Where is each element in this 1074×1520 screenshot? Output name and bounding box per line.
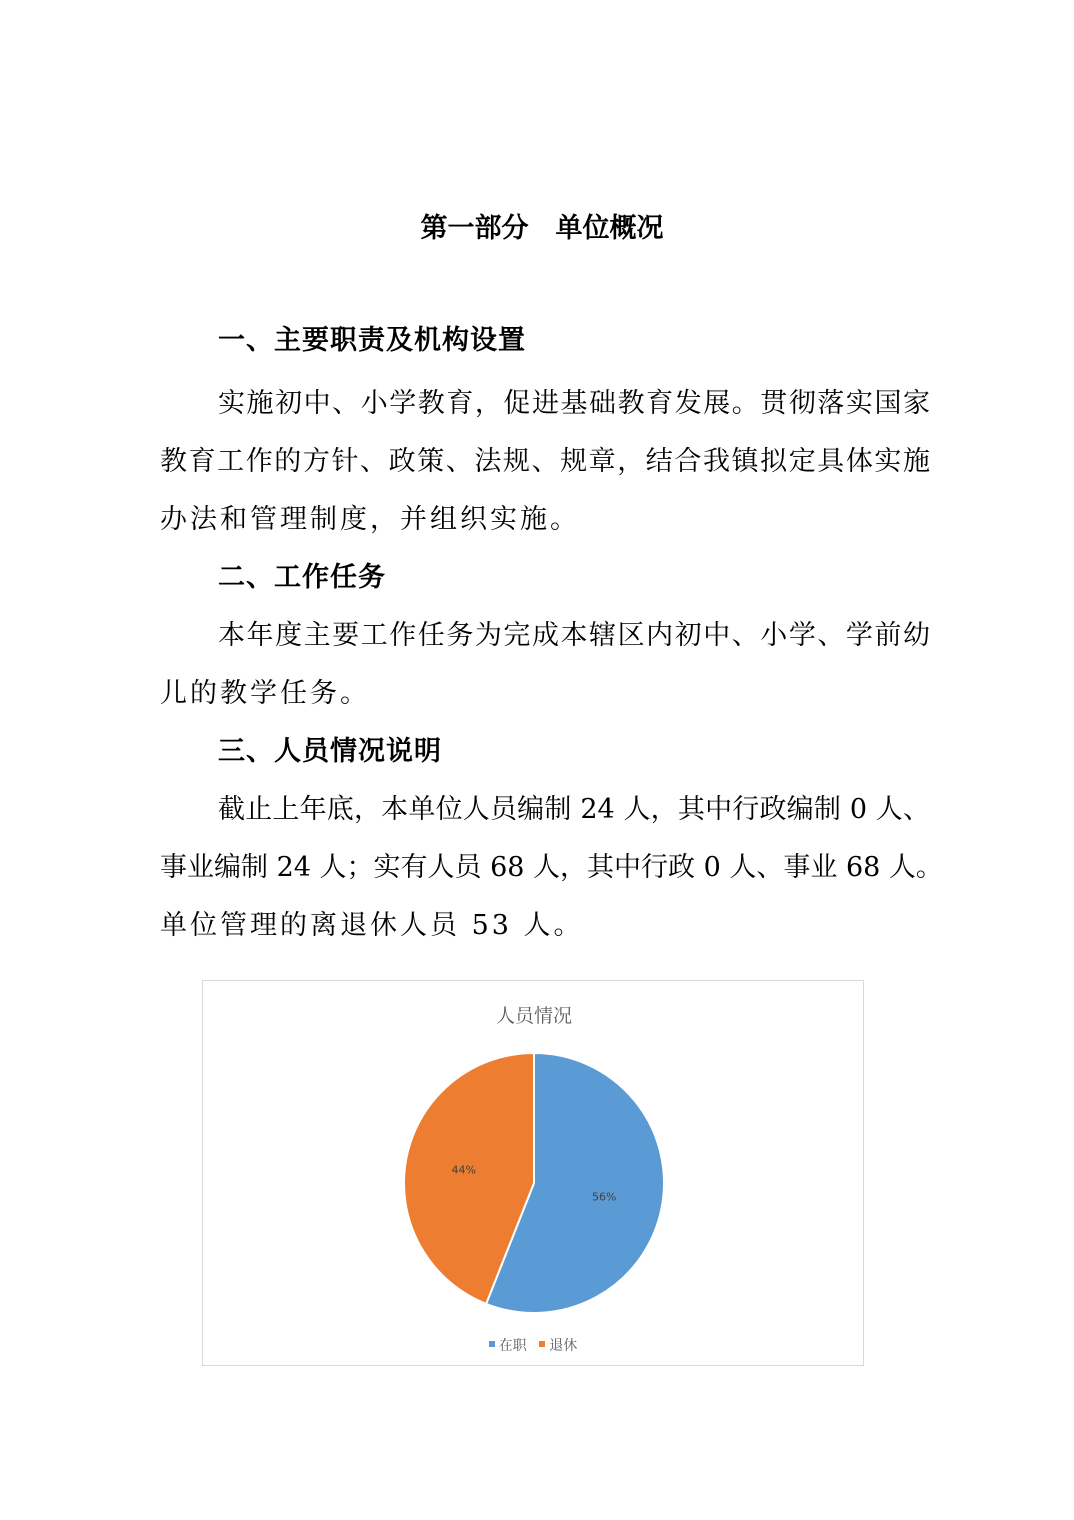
paragraph-line: 本年度主要工作任务为完成本辖区内初中、小学、学前幼 bbox=[218, 620, 930, 651]
legend-item-serving bbox=[489, 1335, 527, 1355]
legend-label: 在职 bbox=[498, 1338, 527, 1354]
staff-pie-chart bbox=[202, 980, 864, 1366]
pie-data-label: 56% bbox=[592, 1190, 617, 1204]
section-heading-tasks: 二、工作任务 bbox=[218, 562, 386, 593]
paragraph-line: 单位管理的离退休人员 53 人。 bbox=[160, 910, 584, 941]
pie-chart-canvas bbox=[203, 981, 863, 1365]
legend-swatch bbox=[539, 1341, 545, 1347]
paragraph-line: 事业编制 24 人；实有人员 68 人，其中行政 0 人、事业 68 人。 bbox=[160, 852, 943, 883]
paragraph-line: 办法和管理制度，并组织实施。 bbox=[160, 504, 580, 535]
paragraph-line: 教育工作的方针、政策、法规、规章，结合我镇拟定具体实施 bbox=[160, 446, 930, 477]
chart-legend bbox=[203, 1335, 863, 1355]
pie-data-label: 44% bbox=[451, 1163, 476, 1177]
section-heading-staff: 三、人员情况说明 bbox=[218, 736, 442, 767]
page-title: 第一部分 单位概况 bbox=[420, 213, 664, 244]
paragraph-line: 截止上年底，本单位人员编制 24 人，其中行政编制 0 人、 bbox=[218, 794, 930, 825]
chart-title: 人员情况 bbox=[495, 1005, 573, 1027]
section-heading-duties: 一、主要职责及机构设置 bbox=[218, 325, 526, 356]
legend-label: 退休 bbox=[549, 1338, 578, 1354]
legend-swatch bbox=[489, 1341, 495, 1347]
paragraph-line: 儿的教学任务。 bbox=[160, 678, 370, 709]
legend-item-retired bbox=[539, 1335, 577, 1355]
paragraph-line: 实施初中、小学教育，促进基础教育发展。贯彻落实国家 bbox=[218, 388, 930, 419]
pie-slices bbox=[404, 1053, 664, 1313]
